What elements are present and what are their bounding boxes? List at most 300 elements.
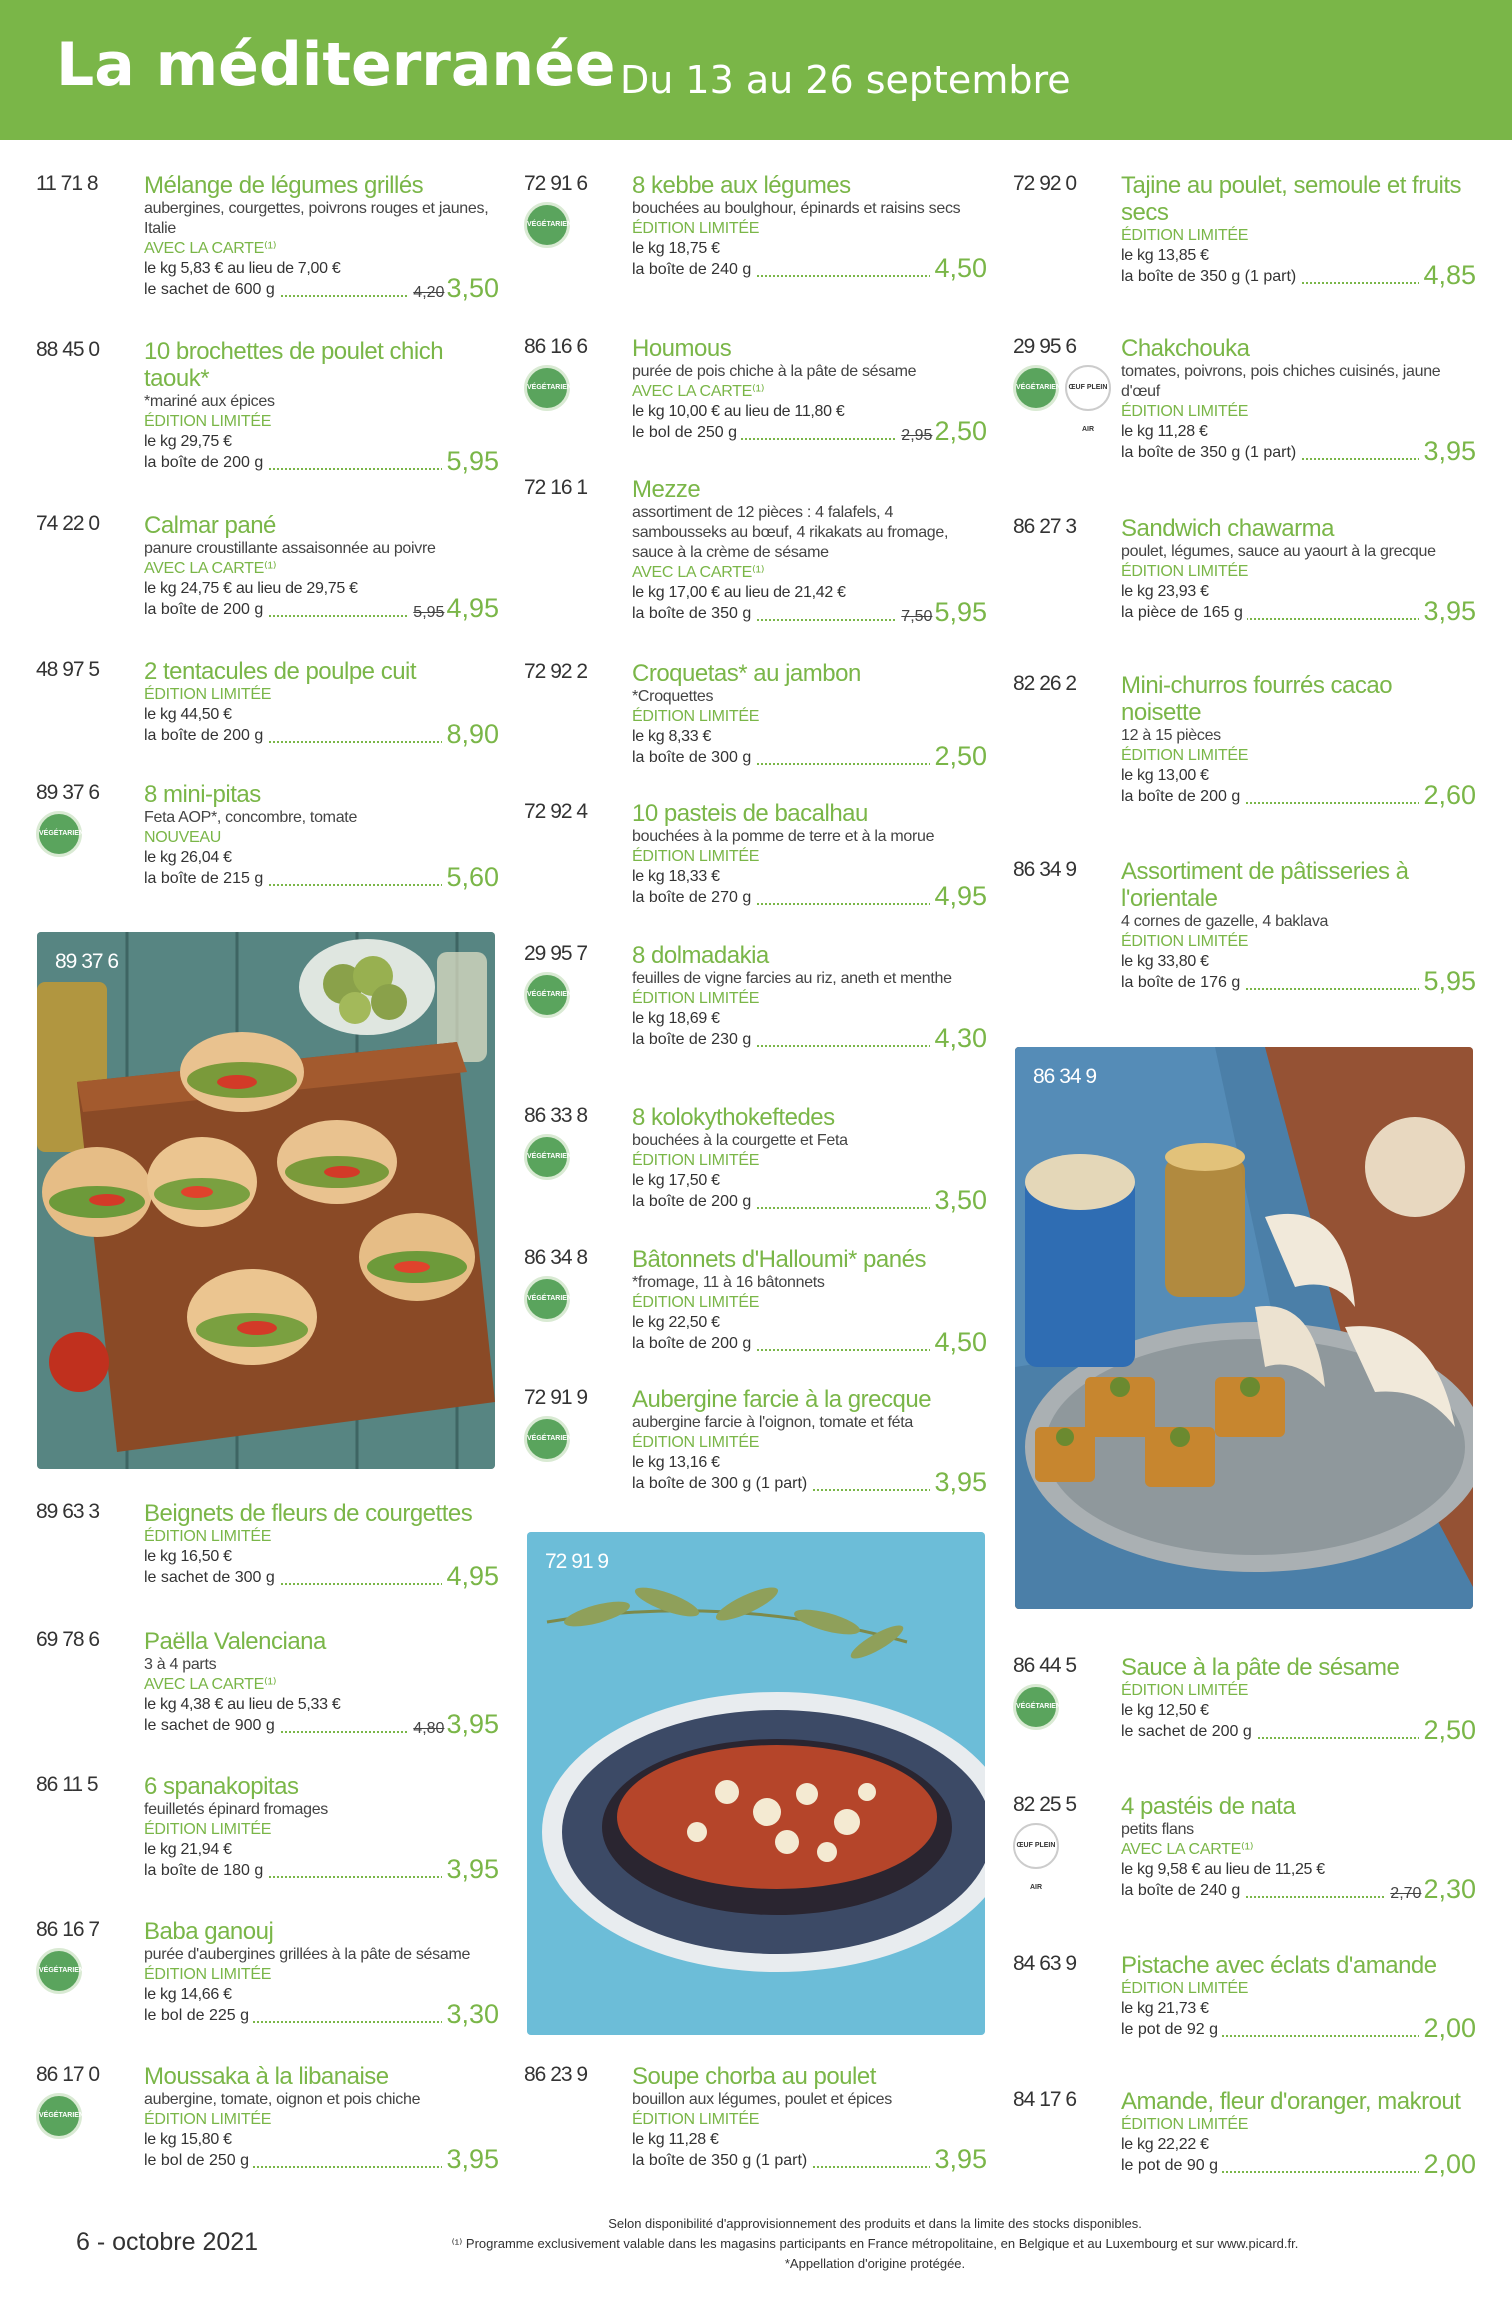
package-size: la boîte de 350 g — [632, 605, 755, 623]
product-name: 8 dolmadakia — [632, 942, 769, 969]
price-line — [144, 1854, 499, 1886]
footer-note-aop: *Appellation d'origine protégée. — [784, 2256, 966, 2271]
price-line — [144, 1999, 499, 2031]
package-size: la boîte de 240 g — [1121, 1882, 1244, 1900]
package-size: la boîte de 200 g — [144, 727, 267, 745]
product-name: Bâtonnets d'Halloumi* panés — [632, 1246, 926, 1273]
price-line — [144, 273, 499, 305]
vegetarian-badge-icon: VÉGÉTARIEN — [1013, 365, 1059, 411]
vegetarian-badge-icon: VÉGÉTARIEN — [36, 1948, 82, 1994]
price-per-kg: le kg 14,66 € — [144, 1986, 232, 2003]
product-description: tomates, poivrons, pois chiches cuisinés, jaune d'œuf — [1121, 363, 1441, 400]
product-name: 4 pastéis de nata — [1121, 1793, 1296, 1820]
price-line — [1121, 780, 1476, 812]
price-line — [632, 1327, 987, 1359]
footer-note-availability: Selon disponibilité d'approvisionnement des produits et dans la limite des stocks disponibles. — [608, 2216, 1142, 2231]
product-code: 84 63 9 — [1013, 1952, 1077, 1975]
price-per-kg: le kg 16,50 € — [144, 1548, 232, 1565]
old-price: 2,95 — [901, 427, 933, 444]
price-group — [1419, 436, 1476, 467]
product-price: 3,95 — [446, 2144, 499, 2174]
package-size: le pot de 92 g — [1121, 2021, 1222, 2039]
package-size: la boîte de 176 g — [1121, 974, 1244, 992]
patisseries-illustration — [1015, 1047, 1473, 1609]
product-tag: AVEC LA CARTE⁽¹⁾ — [144, 240, 277, 257]
product-price: 3,95 — [446, 1709, 499, 1739]
vegetarian-badge-icon: VÉGÉTARIEN — [524, 202, 570, 248]
price-group — [442, 1854, 499, 1885]
free-range-egg-badge-icon: ŒUF PLEIN AIR — [1065, 365, 1111, 411]
product-details — [144, 1773, 499, 1886]
price-per-kg: le kg 22,22 € — [1121, 2136, 1209, 2153]
product-price: 4,30 — [934, 1023, 987, 1053]
product-price: 2,00 — [1423, 2149, 1476, 2179]
product-code: 29 95 7 — [524, 942, 588, 965]
product-price: 2,50 — [1423, 1715, 1476, 1745]
vegetarian-badge-icon: VÉGÉTARIEN — [524, 365, 570, 411]
product-description: petits flans — [1121, 1821, 1194, 1838]
price-per-kg: le kg 11,28 € — [632, 2131, 719, 2148]
vegetarian-badge-icon: VÉGÉTARIEN — [524, 1416, 570, 1462]
old-price: 2,70 — [1390, 1885, 1422, 1902]
product-details — [632, 660, 987, 773]
page-dates: Du 13 au 26 septembre — [620, 58, 1071, 102]
footer-notes — [370, 2214, 1380, 2274]
product-name: 2 tentacules de poulpe cuit — [144, 658, 417, 685]
price-group — [897, 597, 987, 628]
product-name: Tajine au poulet, semoule et fruits secs — [1121, 172, 1462, 226]
product-code: 84 17 6 — [1013, 2088, 1077, 2111]
product-name: Mezze — [632, 476, 701, 503]
page-title: La méditerranée — [56, 30, 616, 100]
product-details — [632, 1246, 987, 1359]
product-tag: ÉDITION LIMITÉE — [1121, 747, 1249, 764]
product-code: 86 16 6 — [524, 335, 588, 358]
product-price: 4,95 — [446, 1561, 499, 1591]
product-price: 2,60 — [1423, 780, 1476, 810]
product-tag: AVEC LA CARTE⁽¹⁾ — [632, 564, 765, 581]
product-price: 4,95 — [934, 881, 987, 911]
product-details — [632, 800, 987, 913]
product-details — [144, 1628, 499, 1741]
product-tag: ÉDITION LIMITÉE — [144, 1966, 272, 1983]
product-name: Mélange de légumes grillés — [144, 172, 424, 199]
product-tag: NOUVEAU — [144, 829, 222, 846]
product-tag: ÉDITION LIMITÉE — [144, 1528, 272, 1545]
product-tag: ÉDITION LIMITÉE — [1121, 563, 1249, 580]
package-size: le sachet de 300 g — [144, 1569, 279, 1587]
product-description: bouchées à la courgette et Feta — [632, 1132, 848, 1149]
product-name: Soupe chorba au poulet — [632, 2063, 876, 2090]
product-details — [1121, 858, 1476, 998]
price-group — [442, 862, 499, 893]
product-description: aubergines, courgettes, poivrons rouges et jaunes, Italie — [144, 200, 489, 237]
price-group — [1419, 1715, 1476, 1746]
aubergine-illustration — [527, 1532, 985, 2035]
product-details — [144, 658, 499, 751]
product-tag: ÉDITION LIMITÉE — [1121, 1682, 1249, 1699]
price-per-kg: le kg 17,00 € au lieu de 21,42 € — [632, 584, 846, 601]
package-size: la boîte de 180 g — [144, 1862, 267, 1880]
product-name: Croquetas* au jambon — [632, 660, 861, 687]
product-price: 3,95 — [934, 2144, 987, 2174]
price-line — [632, 2144, 987, 2176]
package-size: le bol de 225 g — [144, 2007, 253, 2025]
product-code: 86 27 3 — [1013, 515, 1077, 538]
page-number: 6 - octobre 2021 — [76, 2228, 259, 2256]
product-code: 72 91 6 — [524, 172, 588, 195]
product-price: 2,50 — [934, 741, 987, 771]
product-details — [1121, 1654, 1476, 1747]
product-description: *Croquettes — [632, 688, 714, 705]
price-per-kg: le kg 23,93 € — [1121, 583, 1209, 600]
product-price: 3,95 — [446, 1854, 499, 1884]
product-tag: ÉDITION LIMITÉE — [632, 220, 760, 237]
old-price: 4,20 — [413, 284, 445, 301]
product-details — [144, 781, 499, 894]
product-details — [632, 942, 987, 1055]
product-tag: AVEC LA CARTE⁽¹⁾ — [1121, 1841, 1254, 1858]
package-size: le sachet de 600 g — [144, 281, 279, 299]
price-per-kg: le kg 13,00 € — [1121, 767, 1209, 784]
product-code: 86 33 8 — [524, 1104, 588, 1127]
package-size: la boîte de 200 g — [144, 454, 267, 472]
product-details — [632, 2063, 987, 2176]
product-tag: AVEC LA CARTE⁽¹⁾ — [632, 383, 765, 400]
product-tag: ÉDITION LIMITÉE — [1121, 933, 1249, 950]
package-size: la boîte de 200 g — [144, 601, 267, 619]
product-code: 89 63 3 — [36, 1500, 100, 1523]
price-line — [144, 593, 499, 625]
product-tag: ÉDITION LIMITÉE — [144, 2111, 272, 2128]
price-group — [930, 2144, 987, 2175]
product-tag: ÉDITION LIMITÉE — [1121, 2116, 1249, 2133]
price-line — [1121, 260, 1476, 292]
price-line — [1121, 1874, 1476, 1906]
product-price: 2,50 — [934, 416, 987, 446]
price-line — [1121, 436, 1476, 468]
product-description: aubergine farcie à l'oignon, tomate et féta — [632, 1414, 914, 1431]
product-name: Houmous — [632, 335, 732, 362]
price-line — [1121, 1715, 1476, 1747]
price-group — [930, 881, 987, 912]
product-name: Sauce à la pâte de sésame — [1121, 1654, 1400, 1681]
price-group — [409, 1709, 499, 1740]
product-description: Feta AOP*, concombre, tomate — [144, 809, 358, 826]
product-name: 8 kebbe aux légumes — [632, 172, 851, 199]
price-group — [409, 593, 499, 624]
package-size: le pot de 90 g — [1121, 2157, 1222, 2175]
product-code: 86 23 9 — [524, 2063, 588, 2086]
product-name: 6 spanakopitas — [144, 1773, 299, 1800]
price-per-kg: le kg 26,04 € — [144, 849, 232, 866]
product-code: 11 71 8 — [36, 172, 98, 195]
price-line — [1121, 596, 1476, 628]
old-price: 5,95 — [413, 604, 445, 621]
product-price: 4,95 — [446, 593, 499, 623]
price-per-kg: le kg 13,16 € — [632, 1454, 720, 1471]
price-line — [632, 597, 987, 629]
product-tag: ÉDITION LIMITÉE — [1121, 1980, 1249, 1997]
product-details — [144, 512, 499, 625]
package-size: la boîte de 350 g (1 part) — [1121, 268, 1300, 286]
product-tag: ÉDITION LIMITÉE — [632, 1294, 760, 1311]
product-description: 3 à 4 parts — [144, 1656, 217, 1673]
vegetarian-badge-icon: VÉGÉTARIEN — [36, 2093, 82, 2139]
product-tag: ÉDITION LIMITÉE — [632, 848, 760, 865]
package-size: la boîte de 215 g — [144, 870, 267, 888]
product-price: 3,95 — [1423, 596, 1476, 626]
product-details — [1121, 515, 1476, 628]
product-description: 12 à 15 pièces — [1121, 727, 1221, 744]
product-code: 72 16 1 — [524, 476, 588, 499]
product-details — [144, 2063, 499, 2176]
price-per-kg: le kg 22,50 € — [632, 1314, 720, 1331]
product-name: Beignets de fleurs de courgettes — [144, 1500, 473, 1527]
product-details — [144, 172, 499, 305]
product-details — [1121, 172, 1476, 292]
photo-product-code: 72 91 9 — [545, 1550, 609, 1573]
package-size: la boîte de 200 g — [632, 1193, 755, 1211]
price-per-kg: le kg 44,50 € — [144, 706, 232, 723]
package-size: le bol de 250 g — [632, 424, 741, 442]
price-line — [632, 1467, 987, 1499]
package-size: la boîte de 240 g — [632, 261, 755, 279]
product-price: 3,50 — [446, 273, 499, 303]
product-code: 82 25 5 — [1013, 1793, 1077, 1816]
product-code: 69 78 6 — [36, 1628, 100, 1651]
product-name: 8 kolokythokeftedes — [632, 1104, 835, 1131]
photo-aubergine-farcie — [527, 1532, 985, 2035]
product-name: Assortiment de pâtisseries à l'orientale — [1121, 858, 1409, 912]
package-size: la boîte de 350 g (1 part) — [1121, 444, 1300, 462]
price-line — [144, 719, 499, 751]
price-group — [1419, 596, 1476, 627]
product-details — [1121, 672, 1476, 812]
product-description: feuilletés épinard fromages — [144, 1801, 329, 1818]
product-name: Pistache avec éclats d'amande — [1121, 1952, 1437, 1979]
price-group — [897, 416, 987, 447]
product-code: 72 91 9 — [524, 1386, 588, 1409]
price-per-kg: le kg 29,75 € — [144, 433, 232, 450]
product-code: 29 95 6 — [1013, 335, 1077, 358]
product-name: 10 pasteis de bacalhau — [632, 800, 868, 827]
product-name: Amande, fleur d'oranger, makrout — [1121, 2088, 1461, 2115]
product-description: purée de pois chiche à la pâte de sésame — [632, 363, 917, 380]
product-price: 4,50 — [934, 253, 987, 283]
free-range-egg-badge-icon: ŒUF PLEIN AIR — [1013, 1823, 1059, 1869]
package-size: la boîte de 270 g — [632, 889, 755, 907]
product-name: Calmar pané — [144, 512, 276, 539]
photo-product-code: 89 37 6 — [55, 950, 119, 973]
product-tag: ÉDITION LIMITÉE — [144, 686, 272, 703]
price-per-kg: le kg 4,38 € au lieu de 5,33 € — [144, 1696, 341, 1713]
price-per-kg: le kg 10,00 € au lieu de 11,80 € — [632, 403, 845, 420]
product-name: Mini-churros fourrés cacao noisette — [1121, 672, 1393, 726]
price-line — [1121, 966, 1476, 998]
price-per-kg: le kg 17,50 € — [632, 1172, 720, 1189]
product-details — [1121, 335, 1476, 468]
product-code: 82 26 2 — [1013, 672, 1077, 695]
photo-product-code: 86 34 9 — [1033, 1065, 1097, 1088]
price-line — [1121, 2013, 1476, 2045]
price-group — [930, 1327, 987, 1358]
product-description: feuilles de vigne farcies au riz, aneth et menthe — [632, 970, 952, 987]
product-code: 86 17 0 — [36, 2063, 100, 2086]
vegetarian-badge-icon: VÉGÉTARIEN — [524, 1134, 570, 1180]
product-price: 4,50 — [934, 1327, 987, 1357]
product-code: 72 92 2 — [524, 660, 588, 683]
product-price: 5,95 — [446, 446, 499, 476]
price-line — [632, 253, 987, 285]
product-name: 10 brochettes de poulet chich taouk* — [144, 338, 444, 392]
price-per-kg: le kg 18,75 € — [632, 240, 720, 257]
product-price: 4,85 — [1423, 260, 1476, 290]
product-name: Sandwich chawarma — [1121, 515, 1334, 542]
product-tag: ÉDITION LIMITÉE — [144, 413, 272, 430]
product-price: 2,30 — [1423, 1874, 1476, 1904]
product-details — [632, 172, 987, 285]
package-size: la boîte de 300 g — [632, 749, 755, 767]
price-group — [442, 1561, 499, 1592]
product-details — [144, 1918, 499, 2031]
price-group — [1386, 1874, 1476, 1905]
product-details — [632, 476, 987, 629]
price-per-kg: le kg 13,85 € — [1121, 247, 1209, 264]
package-size: la boîte de 200 g — [632, 1335, 755, 1353]
footer-note-program: ⁽¹⁾ Programme exclusivement valable dans les magasins participants en France métropolitaine, en Belgique et au Luxembourg et sur www.picard.fr. — [451, 2236, 1299, 2251]
product-details — [632, 335, 987, 448]
product-price: 5,95 — [1423, 966, 1476, 996]
price-per-kg: le kg 18,69 € — [632, 1010, 720, 1027]
package-size: le bol de 250 g — [144, 2152, 253, 2170]
price-group — [930, 1185, 987, 1216]
product-code: 74 22 0 — [36, 512, 100, 535]
product-code: 72 92 0 — [1013, 172, 1077, 195]
package-size: la boîte de 350 g (1 part) — [632, 2152, 811, 2170]
product-name: Moussaka à la libanaise — [144, 2063, 389, 2090]
old-price: 7,50 — [901, 608, 933, 625]
package-size: la boîte de 300 g (1 part) — [632, 1475, 811, 1493]
product-details — [632, 1386, 987, 1499]
product-price: 3,95 — [934, 1467, 987, 1497]
product-price: 3,30 — [446, 1999, 499, 2029]
product-price: 3,50 — [934, 1185, 987, 1215]
product-tag: ÉDITION LIMITÉE — [144, 1821, 272, 1838]
price-per-kg: le kg 24,75 € au lieu de 29,75 € — [144, 580, 358, 597]
product-description: panure croustillante assaisonnée au poivre — [144, 540, 436, 557]
product-name: 8 mini-pitas — [144, 781, 261, 808]
product-code: 72 92 4 — [524, 800, 588, 823]
price-per-kg: le kg 33,80 € — [1121, 953, 1209, 970]
product-description: 4 cornes de gazelle, 4 baklava — [1121, 913, 1329, 930]
product-description: bouillon aux légumes, poulet et épices — [632, 2091, 892, 2108]
product-details — [144, 338, 499, 478]
product-tag: ÉDITION LIMITÉE — [632, 2111, 760, 2128]
price-group — [1419, 2013, 1476, 2044]
price-per-kg: le kg 8,33 € — [632, 728, 712, 745]
product-name: Baba ganouj — [144, 1918, 274, 1945]
product-tag: AVEC LA CARTE⁽¹⁾ — [144, 560, 277, 577]
vegetarian-badge-icon: VÉGÉTARIEN — [524, 1276, 570, 1322]
photo-mini-pitas — [37, 932, 495, 1469]
product-price: 8,90 — [446, 719, 499, 749]
product-tag: ÉDITION LIMITÉE — [632, 1152, 760, 1169]
price-group — [1419, 780, 1476, 811]
price-line — [144, 2144, 499, 2176]
product-description: *fromage, 11 à 16 bâtonnets — [632, 1274, 825, 1291]
price-group — [930, 253, 987, 284]
old-price: 4,80 — [413, 1720, 445, 1737]
price-group — [1419, 2149, 1476, 2180]
price-per-kg: le kg 18,33 € — [632, 868, 720, 885]
price-group — [442, 2144, 499, 2175]
product-code: 86 34 8 — [524, 1246, 588, 1269]
product-tag: ÉDITION LIMITÉE — [632, 1434, 760, 1451]
price-line — [632, 1185, 987, 1217]
package-size: le sachet de 200 g — [1121, 1723, 1256, 1741]
price-group — [930, 741, 987, 772]
product-code: 88 45 0 — [36, 338, 100, 361]
price-line — [144, 862, 499, 894]
product-description: poulet, légumes, sauce au yaourt à la grecque — [1121, 543, 1436, 560]
product-code: 86 44 5 — [1013, 1654, 1077, 1677]
price-group — [930, 1023, 987, 1054]
price-per-kg: le kg 15,80 € — [144, 2131, 232, 2148]
price-line — [1121, 2149, 1476, 2181]
product-description: aubergine, tomate, oignon et pois chiche — [144, 2091, 421, 2108]
price-group — [442, 1999, 499, 2030]
product-name: Chakchouka — [1121, 335, 1250, 362]
price-line — [632, 1023, 987, 1055]
product-name: Aubergine farcie à la grecque — [632, 1386, 932, 1413]
price-per-kg: le kg 12,50 € — [1121, 1702, 1209, 1719]
product-description: *mariné aux épices — [144, 393, 275, 410]
product-code: 89 37 6 — [36, 781, 100, 804]
product-tag: ÉDITION LIMITÉE — [1121, 227, 1249, 244]
product-description: bouchées à la pomme de terre et à la morue — [632, 828, 935, 845]
price-line — [632, 416, 987, 448]
product-price: 3,95 — [1423, 436, 1476, 466]
product-details — [632, 1104, 987, 1217]
price-group — [442, 719, 499, 750]
product-price: 5,95 — [934, 597, 987, 627]
price-line — [144, 1561, 499, 1593]
price-group — [409, 273, 499, 304]
product-description: bouchées au boulghour, épinards et raisins secs — [632, 200, 961, 217]
vegetarian-badge-icon: VÉGÉTARIEN — [36, 811, 82, 857]
product-price: 5,60 — [446, 862, 499, 892]
price-line — [632, 741, 987, 773]
price-line — [144, 1709, 499, 1741]
product-tag: ÉDITION LIMITÉE — [1121, 403, 1249, 420]
page-header — [0, 0, 1512, 140]
product-details — [144, 1500, 499, 1593]
product-details — [1121, 1952, 1476, 2045]
product-name: Paëlla Valenciana — [144, 1628, 326, 1655]
package-size: la boîte de 200 g — [1121, 788, 1244, 806]
product-description: assortiment de 12 pièces : 4 falafels, 4 sambousseks au bœuf, 4 rikakats au fromage, sauce à la crème de sésame — [632, 504, 949, 561]
mini-pitas-illustration — [37, 932, 495, 1469]
product-tag: ÉDITION LIMITÉE — [632, 990, 760, 1007]
price-per-kg: le kg 11,28 € — [1121, 423, 1208, 440]
product-tag: ÉDITION LIMITÉE — [632, 708, 760, 725]
price-group — [1419, 966, 1476, 997]
price-line — [144, 446, 499, 478]
price-group — [930, 1467, 987, 1498]
price-per-kg: le kg 21,94 € — [144, 1841, 232, 1858]
product-description: purée d'aubergines grillées à la pâte de sésame — [144, 1946, 471, 1963]
